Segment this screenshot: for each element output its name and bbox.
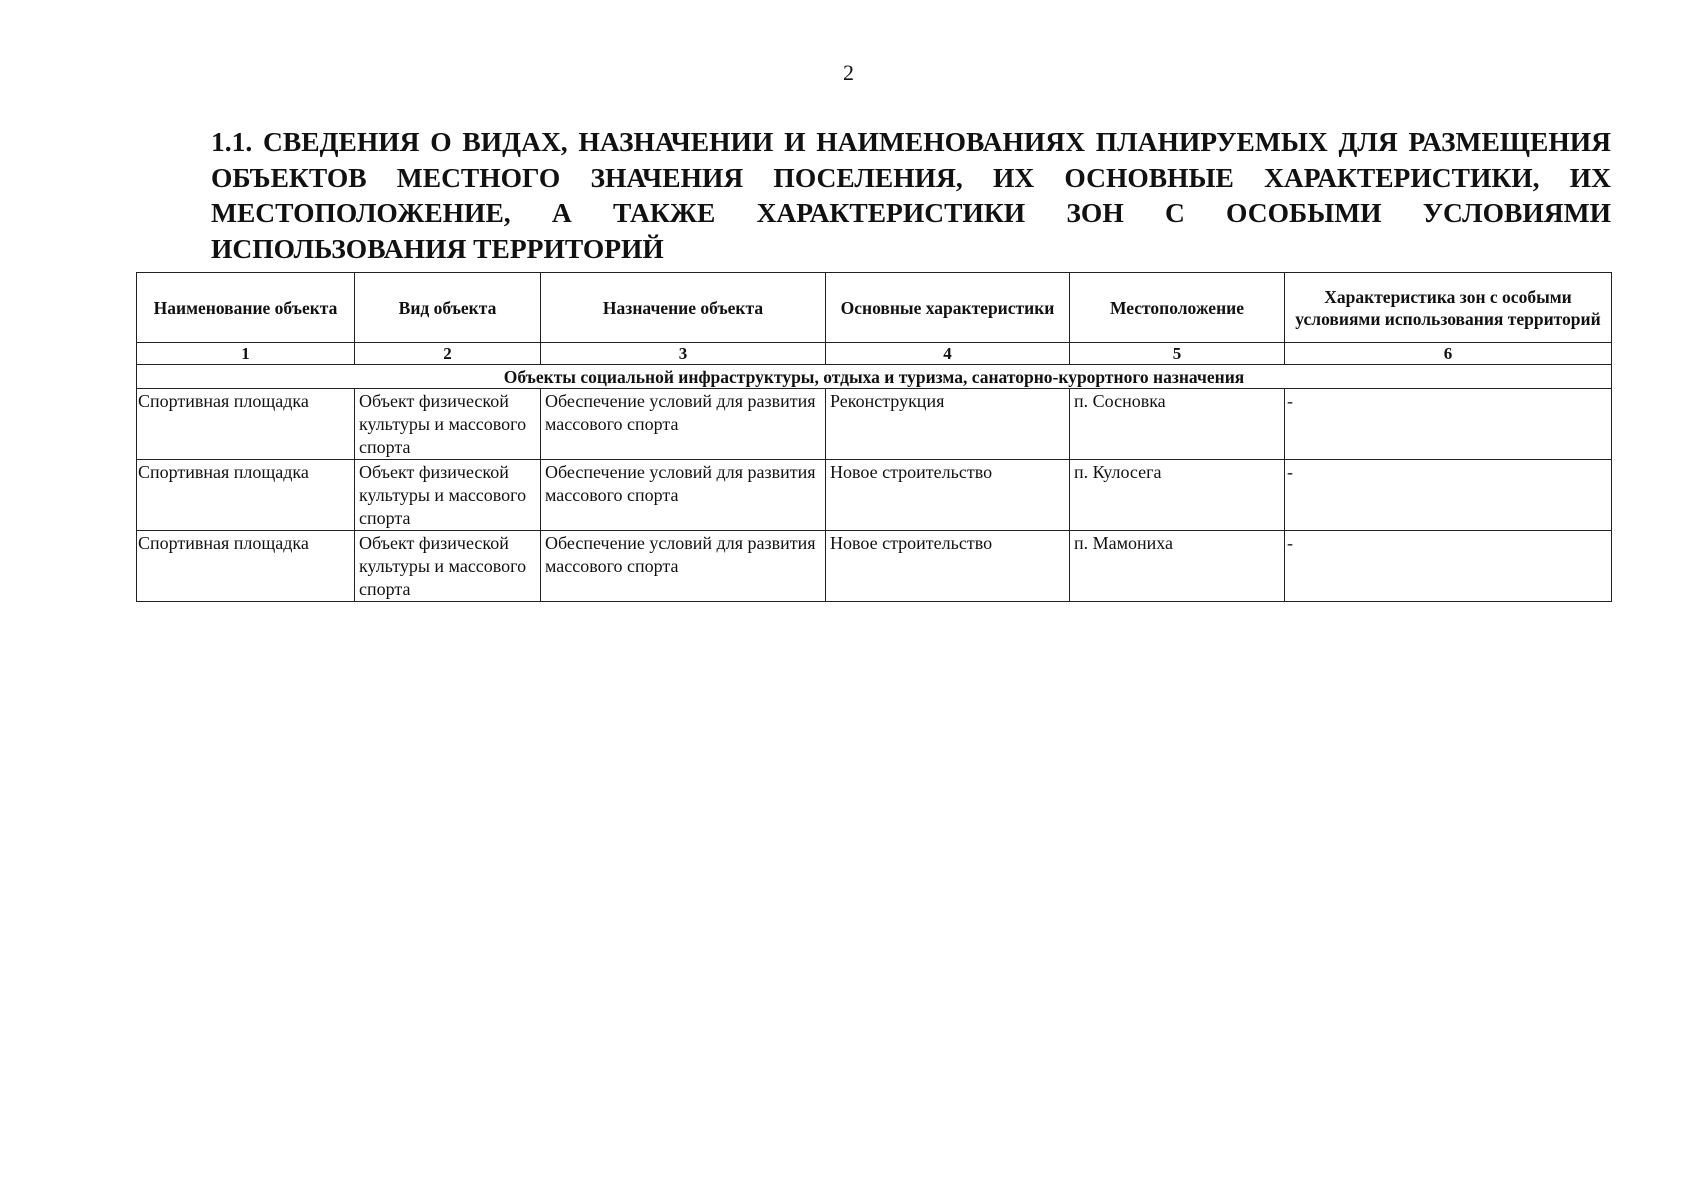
page-number: 2 [843,60,854,85]
column-number: 3 [541,343,826,365]
table-row [137,531,1612,602]
cell-main-characteristics: Реконструкция [826,389,1070,460]
section-row [137,365,1612,389]
header-object-purpose: Назначение объекта [541,273,826,343]
table-row [137,460,1612,531]
cell-object-type: Объект физической культуры и массового спорта [355,460,541,531]
cell-location: п. Кулосега [1070,460,1285,531]
cell-object-purpose: Обеспечение условий для развития массового спорта [541,389,826,460]
cell-object-type: Объект физической культуры и массового спорта [355,389,541,460]
planned-objects-table [136,272,1612,602]
cell-location: п. Сосновка [1070,389,1285,460]
cell-object-name: Спортивная площадка [137,389,355,460]
cell-main-characteristics: Новое строительство [826,460,1070,531]
header-main-characteristics: Основные характеристики [826,273,1070,343]
cell-location: п. Мамониха [1070,531,1285,602]
header-row [137,273,1612,343]
cell-object-name: Спортивная площадка [137,531,355,602]
cell-object-purpose: Обеспечение условий для развития массового спорта [541,460,826,531]
column-number: 4 [826,343,1070,365]
header-location: Местоположение [1070,273,1285,343]
cell-zone-characteristics: - [1285,389,1612,460]
cell-zone-characteristics: - [1285,531,1612,602]
cell-main-characteristics: Новое строительство [826,531,1070,602]
section-title: Объекты социальной инфраструктуры, отдыха и туризма, санаторно-курортного назначения [137,365,1612,389]
header-zone-characteristics: Характеристика зон с особыми условиями использования территорий [1285,273,1612,343]
table-row [137,389,1612,460]
cell-zone-characteristics: - [1285,460,1612,531]
column-number: 6 [1285,343,1612,365]
column-number: 5 [1070,343,1285,365]
cell-object-purpose: Обеспечение условий для развития массового спорта [541,531,826,602]
column-number-row [137,343,1612,365]
header-object-name: Наименование объекта [137,273,355,343]
document-title: 1.1. СВЕДЕНИЯ О ВИДАХ, НАЗНАЧЕНИИ И НАИМЕНОВАНИЯХ ПЛАНИРУЕМЫХ ДЛЯ РАЗМЕЩЕНИЯ ОБЪЕКТОВ МЕСТНОГО ЗНАЧЕНИЯ ПОСЕЛЕНИЯ, ИХ ОСНОВНЫЕ ХАРАКТЕРИСТИКИ, ИХ МЕСТОПОЛОЖЕНИЕ, А ТАКЖЕ ХАРАКТЕРИСТИКИ ЗОН С ОСОБЫМИ УСЛОВИЯМИ ИСПОЛЬЗОВАНИЯ ТЕРРИТОРИЙ [211,126,1611,264]
column-number: 2 [355,343,541,365]
cell-object-name: Спортивная площадка [137,460,355,531]
column-number: 1 [137,343,355,365]
cell-object-type: Объект физической культуры и массового спорта [355,531,541,602]
header-object-type: Вид объекта [355,273,541,343]
